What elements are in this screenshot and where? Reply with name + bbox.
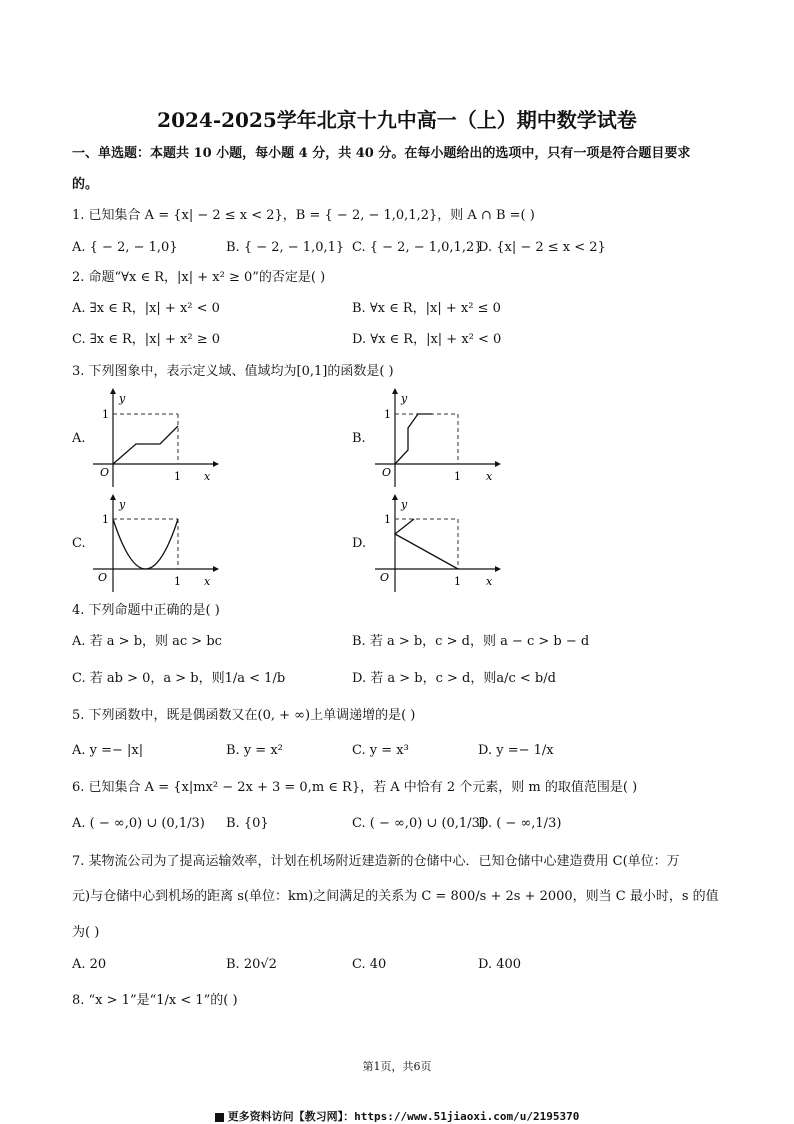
tick-x-1: 1 — [454, 470, 461, 483]
y-label: y — [401, 392, 408, 405]
q5-option-c: C. y = x³ — [352, 743, 409, 758]
resource-link-text: 更多资料访问【教习网】：https://www.51jiaoxi.com/u/2195370 — [227, 1110, 580, 1123]
x-label: x — [204, 470, 211, 483]
origin-label: O — [98, 571, 108, 584]
q7-line2: 元)与仓储中心到机场的距离 s(单位：km)之间满足的关系为 C = 800/s + 2s + 2000，则当 C 最小时，s 的值 — [72, 889, 719, 904]
q7-line3: 为( ) — [72, 925, 100, 940]
x-label: x — [486, 470, 493, 483]
curve — [113, 519, 178, 569]
q6-stem: 6. 已知集合 A = {x|mx² − 2x + 3 = 0,m ∈ R}，若 A 中恰有 2 个元素，则 m 的取值范围是( ) — [72, 780, 638, 795]
q7-line1: 7. 某物流公司为了提高运输效率，计划在机场附近建造新的仓储中心．已知仓储中心建造费用 C(单位：万 — [72, 854, 680, 869]
tick-y-1: 1 — [384, 513, 391, 526]
q3-graph-b — [370, 390, 500, 494]
q5-option-a: A. y =− |x| — [72, 743, 144, 758]
origin-label: O — [380, 571, 390, 584]
section-heading-line1: 一、单选题：本题共 10 小题，每小题 4 分，共 40 分。在每小题给出的选项中，只有一项是符合题目要求 — [72, 146, 691, 161]
q3-option-a-label: A. — [72, 431, 86, 446]
q3-option-c-label: C. — [72, 536, 86, 551]
q3-option-d-label: D. — [352, 536, 367, 551]
q2-option-a: A. ∃x ∈ R，|x| + x² < 0 — [72, 301, 220, 316]
q1-option-c: C. { − 2, − 1,0,1,2} — [352, 240, 483, 255]
x-axis-arrow — [495, 566, 501, 572]
tick-x-1: 1 — [174, 470, 181, 483]
q6-option-d: D. ( − ∞,1/3) — [478, 816, 562, 831]
section-heading-line2: 的。 — [72, 177, 99, 192]
q5-option-b: B. y = x² — [226, 743, 283, 758]
tick-y-1: 1 — [102, 513, 109, 526]
q1-stem: 1. 已知集合 A = {x| − 2 ≤ x < 2}，B = { − 2, − 1,0,1,2}，则 A ∩ B =( ) — [72, 208, 535, 223]
q7-option-c: C. 40 — [352, 957, 387, 972]
x-label: x — [486, 575, 493, 588]
q5-option-d: D. y =− 1/x — [478, 743, 554, 758]
q3-graph-a — [88, 390, 218, 494]
y-label: y — [401, 498, 408, 511]
y-label: y — [119, 498, 126, 511]
tick-x-1: 1 — [454, 575, 461, 588]
y-axis-arrow — [392, 494, 398, 500]
q7-option-b: B. 20√2 — [226, 957, 277, 972]
y-axis-arrow — [392, 388, 398, 394]
q1-option-d: D. {x| − 2 ≤ x < 2} — [478, 240, 606, 255]
x-axis-arrow — [213, 566, 219, 572]
x-axis-arrow — [495, 461, 501, 467]
page-title: 2024-2025学年北京十九中高一（上）期中数学试卷 — [157, 108, 637, 132]
q4-option-b: B. 若 a > b，c > d，则 a − c > b − d — [352, 634, 590, 649]
flag-icon — [215, 1113, 224, 1122]
curve — [395, 519, 458, 569]
q4-option-a: A. 若 a > b，则 ac > bc — [72, 634, 222, 649]
q2-option-b: B. ∀x ∈ R，|x| + x² ≤ 0 — [352, 301, 501, 316]
y-label: y — [119, 392, 126, 405]
origin-label: O — [100, 466, 110, 479]
q8-stem: 8. “x > 1”是“1/x < 1”的( ) — [72, 993, 238, 1008]
q2-option-d: D. ∀x ∈ R，|x| + x² < 0 — [352, 332, 502, 347]
q4-stem: 4. 下列命题中正确的是( ) — [72, 603, 220, 618]
q3-graph-d — [370, 496, 500, 600]
x-label: x — [204, 575, 211, 588]
x-axis-arrow — [213, 461, 219, 467]
q3-stem: 3. 下列图象中，表示定义域、值域均为[0,1]的函数是( ) — [72, 364, 394, 379]
q4-option-c: C. 若 ab > 0，a > b，则1/a < 1/b — [72, 671, 286, 686]
q1-option-a: A. { − 2, − 1,0} — [72, 240, 178, 255]
page-footer: 第1页，共6页 — [362, 1060, 432, 1073]
y-axis-arrow — [110, 388, 116, 394]
q3-graph-c — [88, 496, 218, 600]
tick-y-1: 1 — [384, 408, 391, 421]
resource-link[interactable] — [0, 1108, 794, 1124]
tick-x-1: 1 — [174, 575, 181, 588]
q2-stem: 2. 命题“∀x ∈ R，|x| + x² ≥ 0”的否定是( ) — [72, 270, 326, 285]
q6-option-a: A. ( − ∞,0) ∪ (0,1/3) — [72, 816, 205, 831]
q4-option-d: D. 若 a > b，c > d，则a/c < b/d — [352, 671, 556, 686]
q7-option-a: A. 20 — [72, 957, 107, 972]
q6-option-c: C. ( − ∞,0) ∪ (0,1/3] — [352, 816, 485, 831]
curve — [395, 414, 432, 464]
q2-option-c: C. ∃x ∈ R，|x| + x² ≥ 0 — [72, 332, 221, 347]
curve — [113, 426, 178, 464]
origin-label: O — [382, 466, 392, 479]
q3-option-b-label: B. — [352, 431, 366, 446]
tick-y-1: 1 — [102, 408, 109, 421]
q7-option-d: D. 400 — [478, 957, 522, 972]
q1-option-b: B. { − 2, − 1,0,1} — [226, 240, 345, 255]
q5-stem: 5. 下列函数中，既是偶函数又在(0, + ∞)上单调递增的是( ) — [72, 708, 416, 723]
q6-option-b: B. {0} — [226, 816, 269, 831]
y-axis-arrow — [110, 494, 116, 500]
